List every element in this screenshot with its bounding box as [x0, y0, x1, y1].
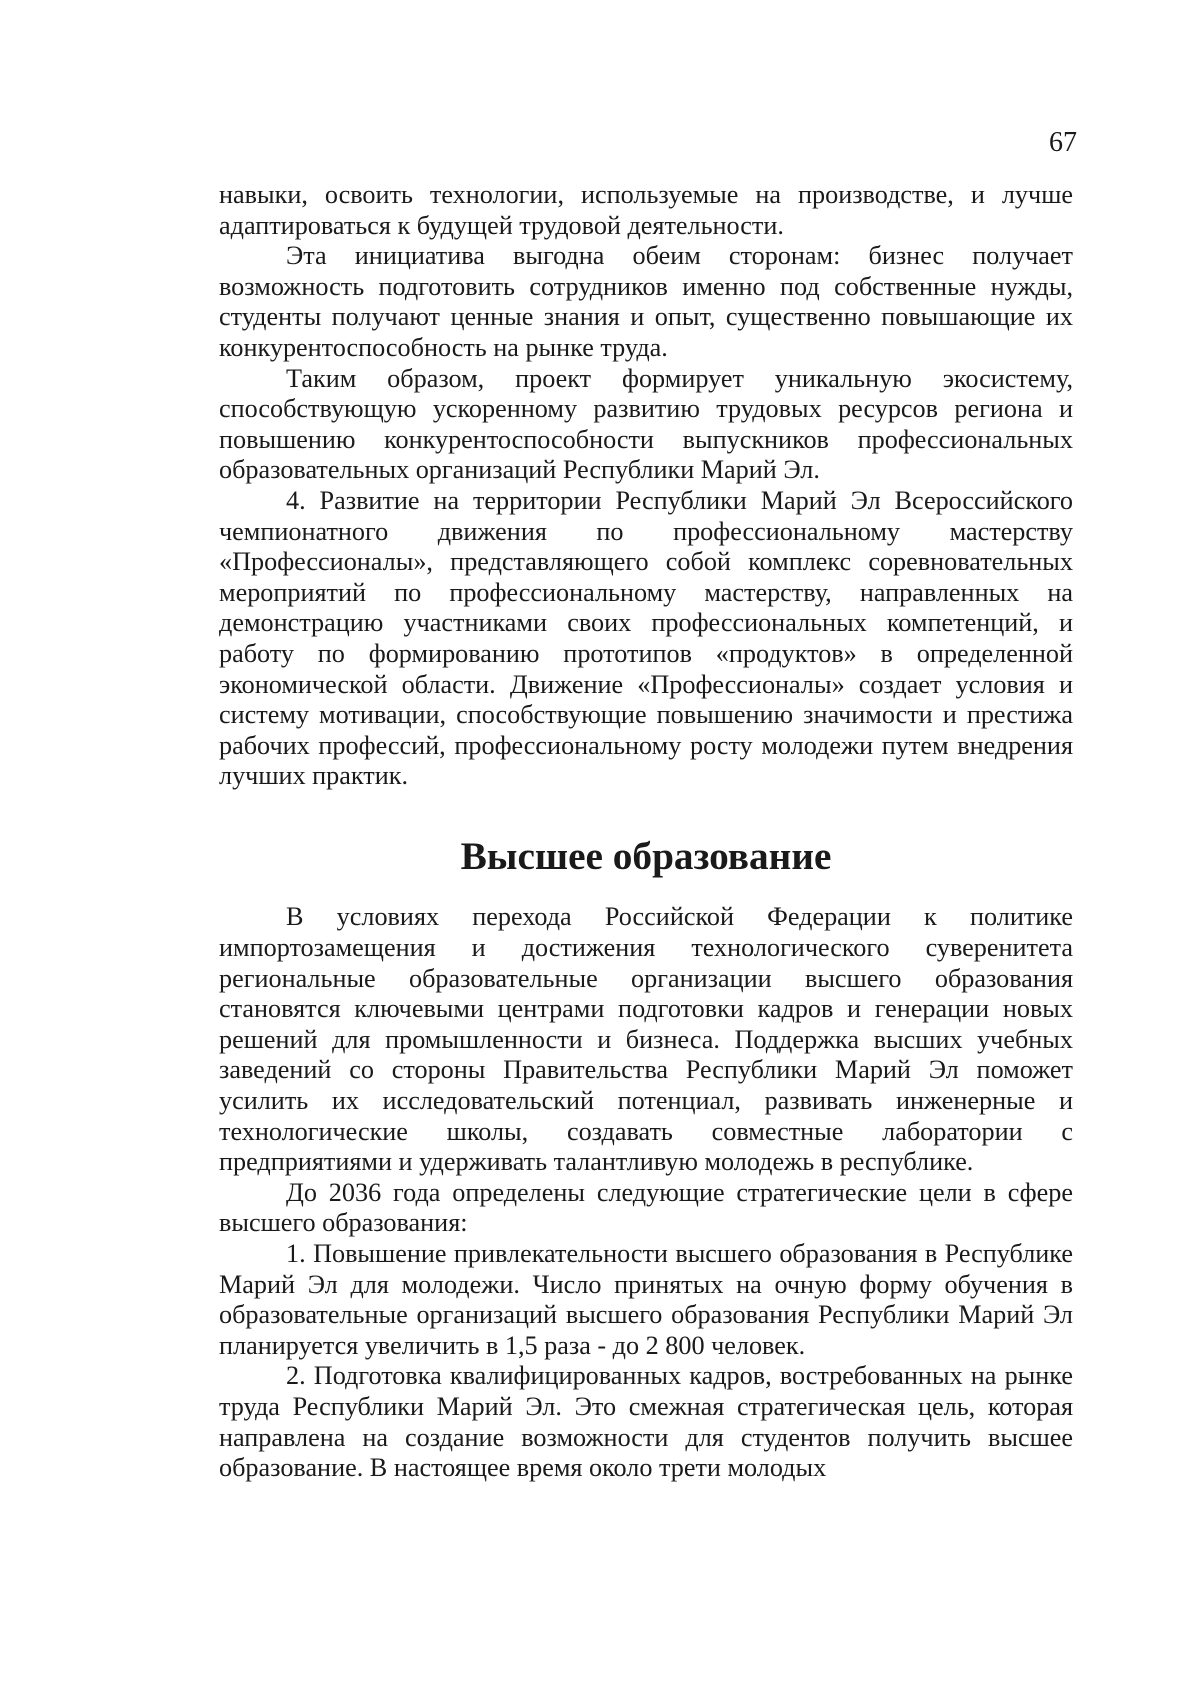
- paragraph-goal-2: 2. Подготовка квалифицированных кадров, востребованных на рынке труда Республики Марий Эл. Это смежная стратегическая цель, которая направлена на создание возможности для студентов получить высшее образование. В настоящее время около трети молодых: [219, 1361, 1073, 1483]
- paragraph-goal-1: 1. Повышение привлекательности высшего образования в Республике Марий Эл для молодежи. Число принятых на очную форму обучения в образовательные организаций высшего образования Республики Марий Эл планируется увеличить в 1,5 раза - до 2 800 человек.: [219, 1239, 1073, 1360]
- section-heading-higher-education: Высшее образование: [460, 833, 832, 878]
- paragraph-strategic-goals-intro: До 2036 года определены следующие стратегические цели в сфере высшего образования:: [219, 1177, 1073, 1238]
- paragraph-ecosystem: Таким образом, проект формирует уникальную экосистему, способствующую ускоренному развитию трудовых ресурсов региона и повышению конкурентоспособности выпускников профессиональных образовательных организаций Республики Марий Эл.: [219, 363, 1073, 485]
- page-number: 67: [1049, 127, 1077, 158]
- body-text: [219, 180, 1073, 1484]
- paragraph-import-substitution: В условиях перехода Российской Федерации к политике импортозамещения и достижения технологического суверенитета региональные образовательные организации высшего образования становятся ключевыми центрами подготовки кадров и генерации новых решений для промышленности и бизнеса. Поддержка высших учебных заведений со стороны Правительства Республики Марий Эл поможет усилить их исследовательский потенциал, развивать инженерные и технологические школы, создавать совместные лаборатории с предприятиями и удерживать талантливую молодежь в республике.: [219, 902, 1073, 1177]
- paragraph-item-4-professionals: 4. Развитие на территории Республики Марий Эл Всероссийского чемпионатного движения по профессиональному мастерству «Профессионалы», представляющего собой комплекс соревновательных мероприятий по профессиональному мастерству, направленных на демонстрацию участниками своих профессиональных компетенций, и работу по формированию прототипов «продуктов» в определенной экономической области. Движение «Профессионалы» создает условия и систему мотивации, способствующие повышению значимости и престижа рабочих профессий, профессиональному росту молодежи путем внедрения лучших практик.: [219, 485, 1073, 791]
- paragraph-continuation: навыки, освоить технологии, используемые на производстве, и лучше адаптироваться к будущей трудовой деятельности.: [219, 180, 1073, 240]
- paragraph-initiative-benefits: Эта инициатива выгодна обеим сторонам: бизнес получает возможность подготовить сотрудников именно под собственные нужды, студенты получают ценные знания и опыт, существенно повышающие их конкурентоспособность на рынке труда.: [219, 241, 1073, 362]
